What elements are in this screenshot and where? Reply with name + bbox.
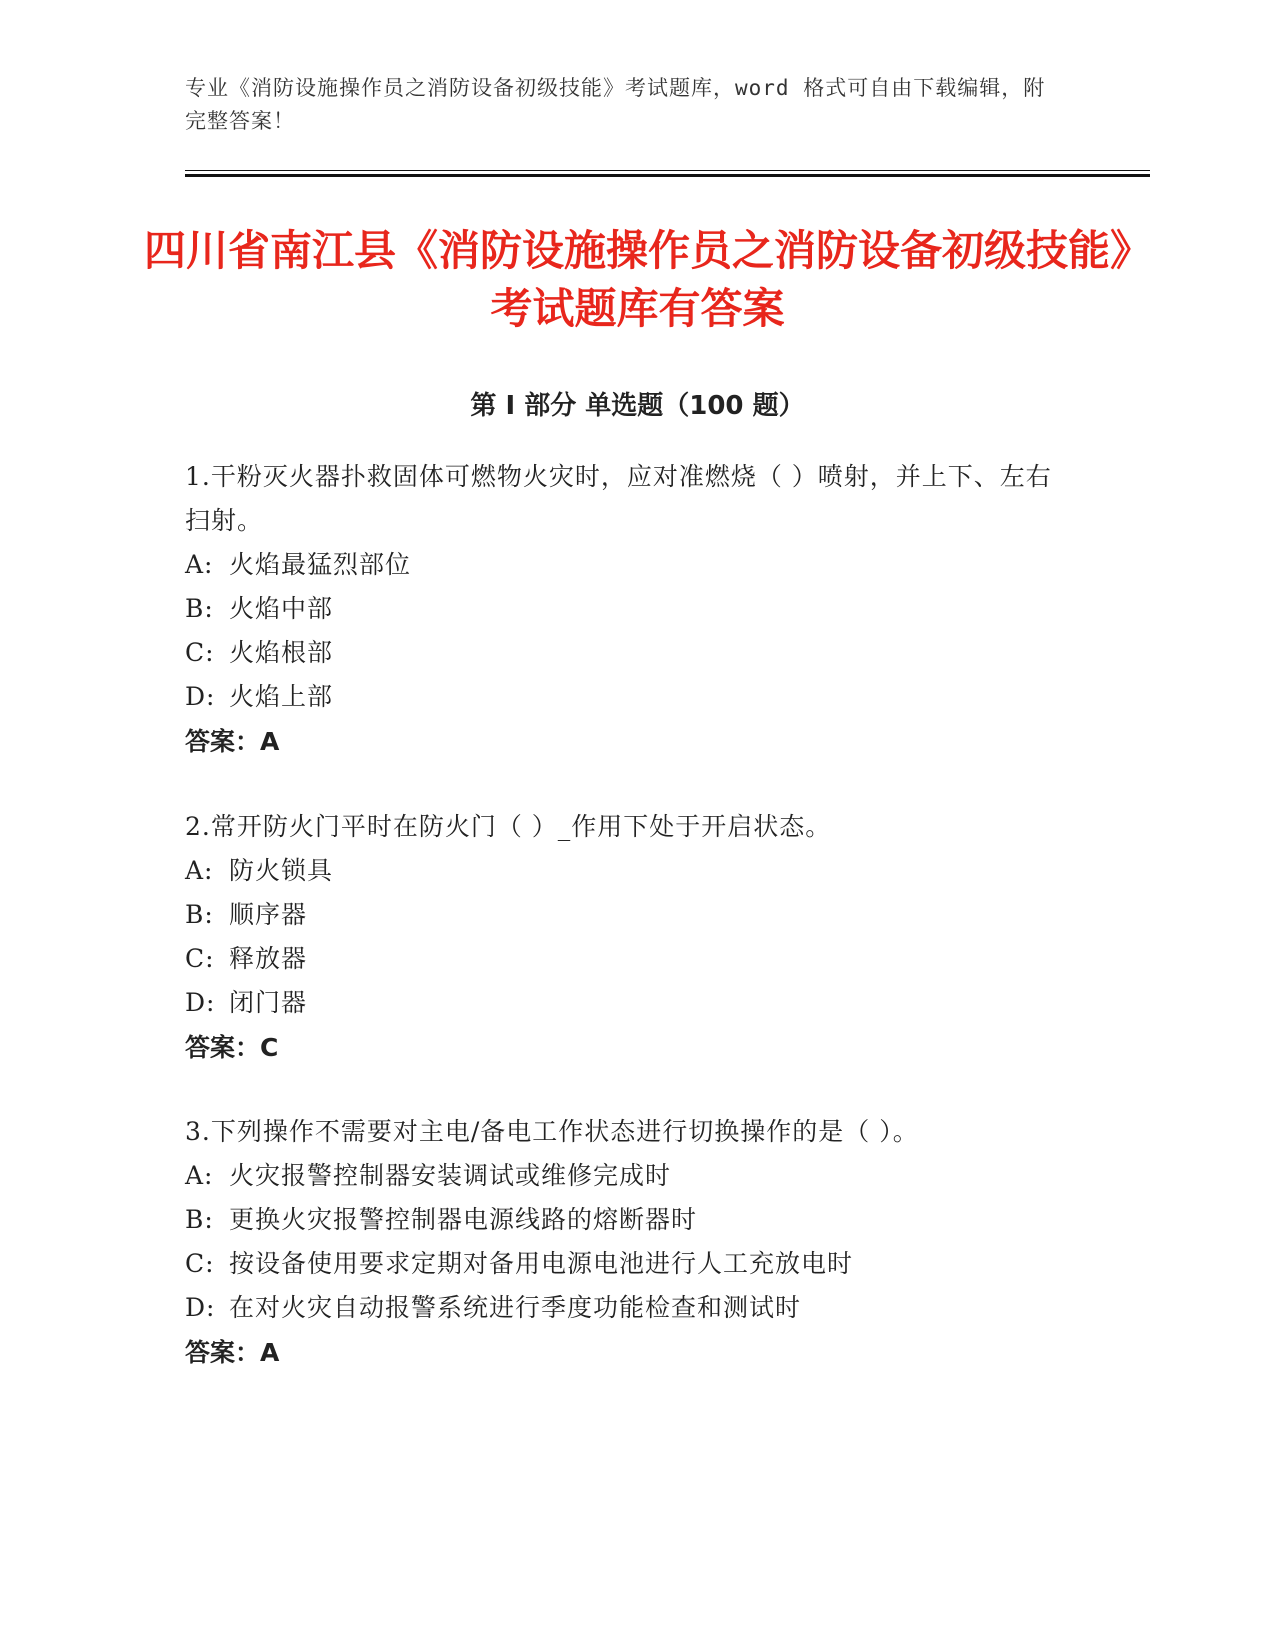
answer-label: 答案：C bbox=[185, 1033, 279, 1062]
option-text: 释放器 bbox=[229, 944, 308, 973]
option-letter: B: bbox=[185, 1205, 214, 1234]
option-b bbox=[185, 893, 1065, 937]
answer-label: 答案：A bbox=[185, 727, 280, 756]
option-letter: D: bbox=[185, 682, 216, 711]
option-b bbox=[185, 587, 1065, 631]
question-text: 1.干粉灭火器扑救固体可燃物火灾时，应对准燃烧（ ）喷射，并上下、左右扫射。 bbox=[185, 462, 1052, 535]
option-text: 在对火灾自动报警系统进行季度功能检查和测试时 bbox=[229, 1293, 802, 1322]
option-letter: C: bbox=[185, 1249, 215, 1278]
option-c bbox=[185, 937, 1065, 981]
question-2 bbox=[185, 805, 1065, 1071]
question-text: 3.下列操作不需要对主电/备电工作状态进行切换操作的是（ ）。 bbox=[185, 1117, 919, 1146]
option-text: 火焰中部 bbox=[229, 594, 334, 623]
option-text: 防火锁具 bbox=[229, 856, 334, 885]
question-1 bbox=[185, 455, 1065, 765]
option-a bbox=[185, 1154, 1065, 1198]
option-text: 按设备使用要求定期对备用电源电池进行人工充放电时 bbox=[229, 1249, 854, 1278]
option-letter: C: bbox=[185, 944, 215, 973]
header-divider-thick bbox=[185, 174, 1150, 177]
option-a bbox=[185, 849, 1065, 893]
option-text: 火焰根部 bbox=[229, 638, 334, 667]
option-b bbox=[185, 1198, 1065, 1242]
option-text: 火焰最猛烈部位 bbox=[229, 550, 412, 579]
header-note: 专业《消防设施操作员之消防设备初级技能》考试题库，word 格式可自由下载编辑，附完整答案！ bbox=[185, 76, 1046, 133]
option-text: 闭门器 bbox=[229, 988, 308, 1017]
option-text: 火焰上部 bbox=[229, 682, 334, 711]
option-letter: D: bbox=[185, 988, 216, 1017]
option-text: 更换火灾报警控制器电源线路的熔断器时 bbox=[229, 1205, 698, 1234]
document-title: 四川省南江县《消防设施操作员之消防设备初级技能》考试题库有答案 bbox=[143, 226, 1131, 333]
option-letter: B: bbox=[185, 900, 214, 929]
option-text: 顺序器 bbox=[229, 900, 308, 929]
answer-label: 答案：A bbox=[185, 1338, 280, 1367]
option-text: 火灾报警控制器安装调试或维修完成时 bbox=[229, 1161, 672, 1190]
option-letter: C: bbox=[185, 638, 215, 667]
option-d bbox=[185, 1286, 1065, 1330]
option-letter: A: bbox=[185, 856, 214, 885]
option-a bbox=[185, 543, 1065, 587]
header-divider-thin bbox=[185, 170, 1150, 171]
option-d bbox=[185, 981, 1065, 1025]
option-d bbox=[185, 675, 1065, 719]
section-heading: 第 I 部分 单选题（100 题） bbox=[470, 391, 805, 421]
option-letter: A: bbox=[185, 1161, 214, 1190]
option-letter: D: bbox=[185, 1293, 216, 1322]
option-c bbox=[185, 1242, 1065, 1286]
question-text: 2.常开防火门平时在防火门（ ）_作用下处于开启状态。 bbox=[185, 812, 832, 841]
option-letter: A: bbox=[185, 550, 214, 579]
option-c bbox=[185, 631, 1065, 675]
question-3 bbox=[185, 1110, 1065, 1376]
option-letter: B: bbox=[185, 594, 214, 623]
